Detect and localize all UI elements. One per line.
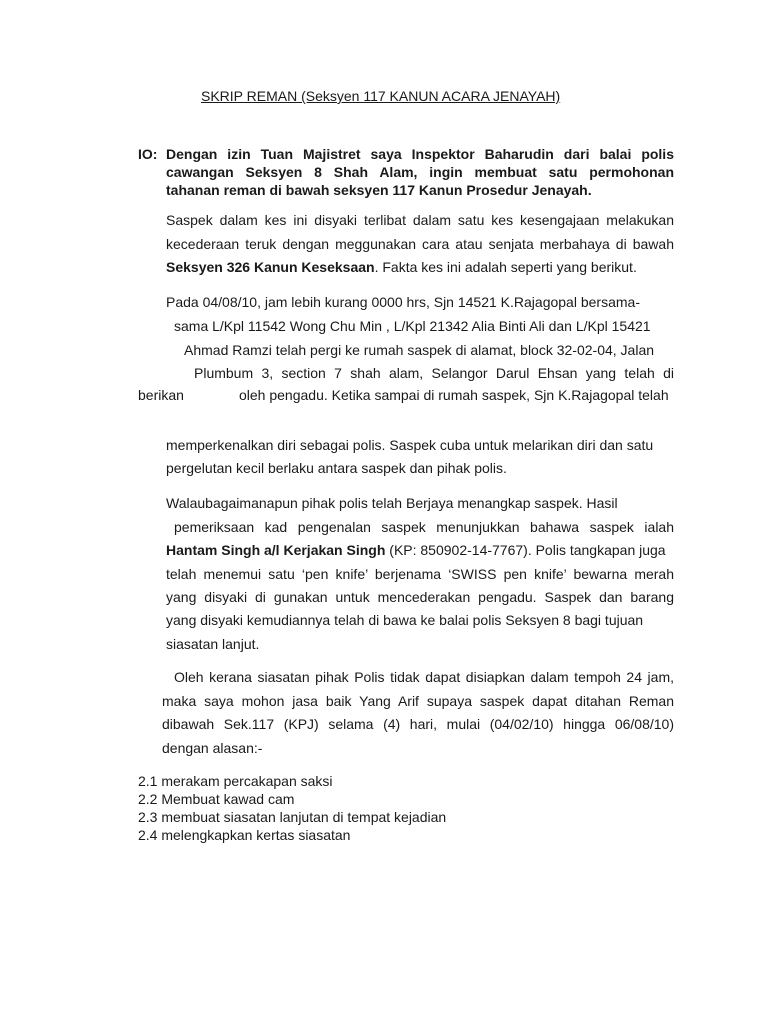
reason-item-4: 2.4 melengkapkan kertas siasatan — [138, 827, 351, 843]
io-label: IO: — [138, 146, 158, 162]
para4-line-6: yang disyaki kemudiannya telah di bawa ke balai polis Seksyen 8 bagi tujuan — [166, 612, 644, 628]
io-line-1: Dengan izin Tuan Majistret saya Inspektor Baharudin dari balai polis — [166, 146, 674, 162]
reason-item-3: 2.3 membuat siasatan lanjutan di tempat kejadian — [138, 809, 447, 825]
para4-line-3-rest: (KP: 850902-14-7767). Polis tangkapan juga — [385, 542, 666, 558]
para2-line-3: Ahmad Ramzi telah pergi ke rumah saspek di alamat, block 32-02-04, Jalan — [184, 342, 655, 358]
para4-line-5: yang disyaki di gunakan untuk mencederakan pengadu. Saspek dan barang — [166, 589, 674, 605]
para2-line-4: Plumbum 3, section 7 shah alam, Selangor Darul Ehsan yang telah di — [194, 365, 674, 381]
para4-line-3 — [166, 542, 666, 558]
reason-item-1: 2.1 merakam percakapan saksi — [138, 773, 333, 789]
document-title: SKRIP REMAN (Seksyen 117 KANUN ACARA JENAYAH) — [201, 88, 561, 104]
para1-line-3 — [166, 259, 637, 275]
para2-line-5b: oleh pengadu. Ketika sampai di rumah saspek, Sjn K.Rajagopal telah — [239, 387, 669, 403]
para5-line-3: dibawah Sek.117 (KPJ) selama (4) hari, mulai (04/02/10) hingga 06/08/10) — [162, 716, 674, 732]
io-line-2: cawangan Seksyen 8 Shah Alam, ingin membuat satu permohonan — [166, 164, 674, 180]
suspect-name: Hantam Singh a/l Kerjakan Singh — [166, 542, 386, 558]
para5-line-4: dengan alasan:- — [162, 740, 263, 756]
para1-line-3-rest: . Fakta kes ini adalah seperti yang berikut. — [374, 259, 637, 275]
para3-line-2: pergelutan kecil berlaku antara saspek dan pihak polis. — [166, 460, 507, 476]
para1-line-2: kecederaan teruk dengan meggunakan cara atau senjata merbahaya di bawah — [166, 236, 674, 252]
para5-line-1: Oleh kerana siasatan pihak Polis tidak dapat disiapkan dalam tempoh 24 jam, — [174, 669, 674, 685]
para4-line-1: Walaubagaimanapun pihak polis telah Berjaya menangkap saspek. Hasil — [166, 495, 618, 511]
para4-line-2: pemeriksaan kad pengenalan saspek menunjukkan bahawa saspek ialah — [174, 519, 674, 535]
para3-line-1: memperkenalkan diri sebagai polis. Saspek cuba untuk melarikan diri dan satu — [166, 437, 654, 453]
io-line-3: tahanan reman di bawah seksyen 117 Kanun Prosedur Jenayah. — [166, 182, 592, 198]
para2-line-1: Pada 04/08/10, jam lebih kurang 0000 hrs, Sjn 14521 K.Rajagopal bersama- — [166, 294, 640, 310]
reason-item-2: 2.2 Membuat kawad cam — [138, 791, 295, 807]
para5-line-2: maka saya mohon jasa baik Yang Arif supaya saspek dapat ditahan Reman — [162, 693, 674, 709]
para4-line-7: siasatan lanjut. — [166, 636, 260, 652]
para2-line-5a: berikan — [138, 387, 184, 403]
para4-line-4: telah menemui satu ‘pen knife’ berjenama ‘SWISS pen knife’ bewarna merah — [166, 566, 674, 582]
para2-line-2: sama L/Kpl 11542 Wong Chu Min , L/Kpl 21342 Alia Binti Ali dan L/Kpl 15421 — [174, 318, 651, 334]
para1-line-1: Saspek dalam kes ini disyaki terlibat dalam satu kes kesengajaan melakukan — [166, 212, 674, 228]
section-326-reference: Seksyen 326 Kanun Keseksaan — [166, 259, 375, 275]
